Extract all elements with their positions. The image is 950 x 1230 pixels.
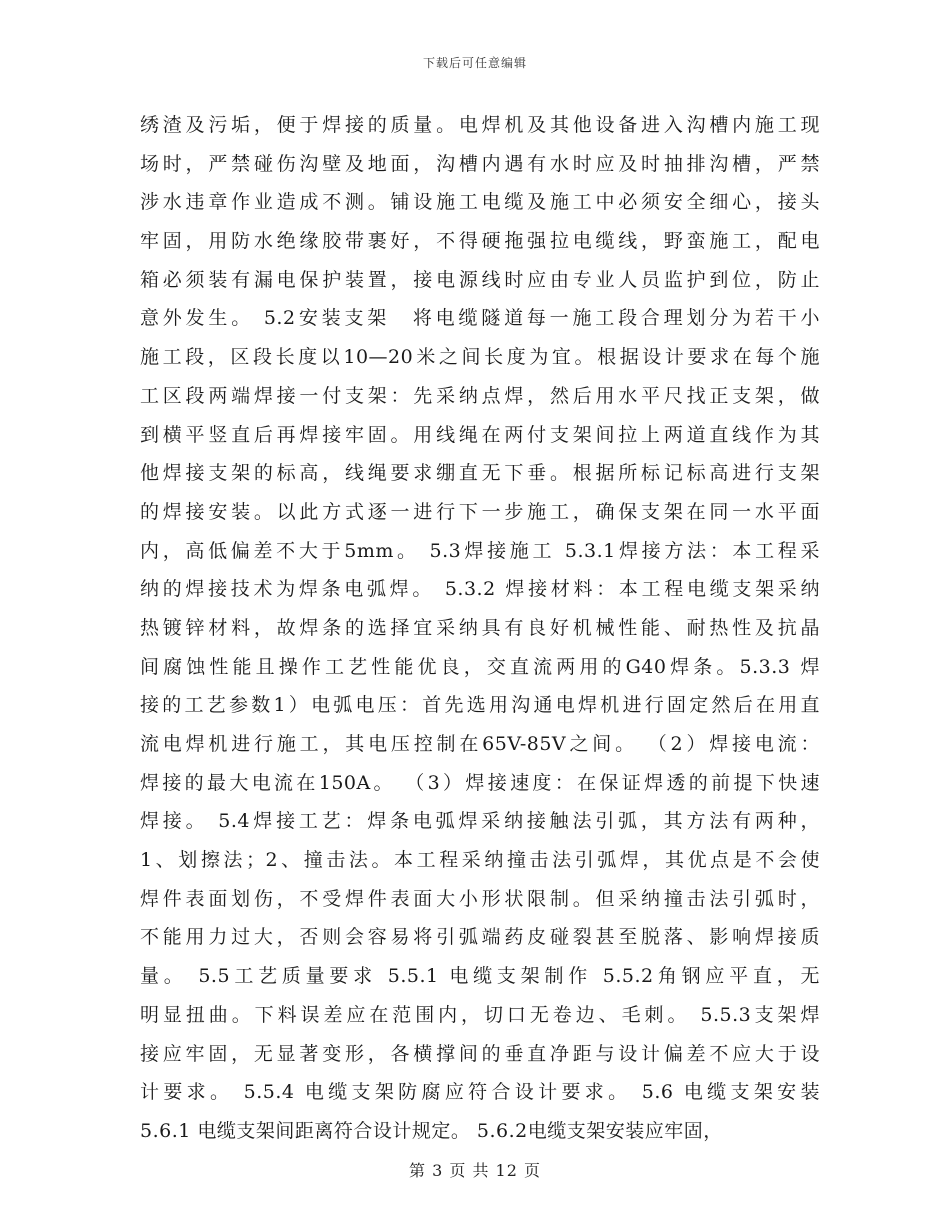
text-line: 5.6.1 电缆支架间距离符合设计规定。 5.6.2电缆支架安装应牢固， — [140, 1119, 723, 1142]
text-line: 量。 5.5工艺质量要求 5.5.1 电缆支架制作 5.5.2角钢应平直，无 — [140, 965, 820, 988]
text-line: 的焊接安装。以此方式逐一进行下一步施工，确保支架在同一水平面 — [140, 500, 820, 523]
text-line: 1、划擦法；2、撞击法。本工程采纳撞击法引弧焊，其优点是不会使 — [140, 849, 820, 872]
text-line: 绣渣及污垢，便于焊接的质量。电焊机及其他设备进入沟槽内施工现 — [140, 114, 820, 136]
text-line: 接的工艺参数1）电弧电压：首先选用沟通电焊机进行固定然后在用直 — [140, 694, 820, 717]
text-line: 计要求。 5.5.4 电缆支架防腐应符合设计要求。 5.6 电缆支架安装 — [140, 1081, 820, 1104]
text-line: 焊接。 5.4焊接工艺：焊条电弧焊采纳接触法引弧，其方法有两种， — [140, 810, 820, 833]
text-line: 工区段两端焊接一付支架：先采纳点焊，然后用水平尺找正支架，做 — [140, 384, 820, 407]
text-line: 间腐蚀性能且操作工艺性能优良，交直流两用的G40焊条。5.3.3 焊 — [140, 655, 820, 678]
text-line: 流电焊机进行施工，其电压控制在65V-85V之间。 （2）焊接电流： — [140, 733, 820, 755]
text-line: 牢固，用防水绝缘胶带裹好，不得硬拖强拉电缆线，野蛮施工，配电 — [140, 230, 820, 253]
text-line: 接应牢固，无显著变形，各横撑间的垂直净距与设计偏差不应大于设 — [140, 1042, 820, 1065]
text-line: 明显扭曲。下料误差应在范围内，切口无卷边、毛刺。 5.5.3支架焊 — [140, 1003, 820, 1026]
text-line: 不能用力过大，否则会容易将引弧端药皮碰裂甚至脱落、影响焊接质 — [140, 926, 820, 949]
text-line: 焊接的最大电流在150A。 （3）焊接速度：在保证焊透的前提下快速 — [140, 771, 820, 794]
text-line: 热镀锌材料，故焊条的选择宜采纳具有良好机械性能、耐热性及抗晶 — [140, 616, 820, 639]
page-header-note: 下载后可任意编辑 — [422, 56, 527, 70]
page-number: 第 3 页 共 12 页 — [409, 1161, 541, 1180]
document-body — [140, 106, 820, 1151]
text-line: 涉水违章作业造成不测。铺设施工电缆及施工中必须安全细心，接头 — [140, 191, 820, 214]
text-line: 焊件表面划伤，不受焊件表面大小形状限制。但采纳撞击法引弧时， — [140, 887, 820, 910]
text-line: 场时，严禁碰伤沟壁及地面，沟槽内遇有水时应及时抽排沟槽，严禁 — [140, 152, 820, 175]
text-line: 到横平竖直后再焊接牢固。用线绳在两付支架间拉上两道直线作为其 — [140, 423, 820, 446]
text-line: 箱必须装有漏电保护装置，接电源线时应由专业人员监护到位，防止 — [140, 268, 820, 291]
text-line: 纳的焊接技术为焊条电弧焊。 5.3.2 焊接材料：本工程电缆支架采纳 — [140, 578, 820, 601]
text-line: 内，高低偏差不大于5mm。 5.3焊接施工 5.3.1焊接方法：本工程采 — [140, 539, 820, 562]
text-line: 施工段，区段长度以10—20米之间长度为宜。根据设计要求在每个施 — [140, 346, 820, 369]
text-line: 意外发生。 5.2安装支架 将电缆隧道每一施工段合理划分为若干小 — [140, 307, 820, 330]
text-line: 他焊接支架的标高，线绳要求绷直无下垂。根据所标记标高进行支架 — [140, 462, 820, 485]
